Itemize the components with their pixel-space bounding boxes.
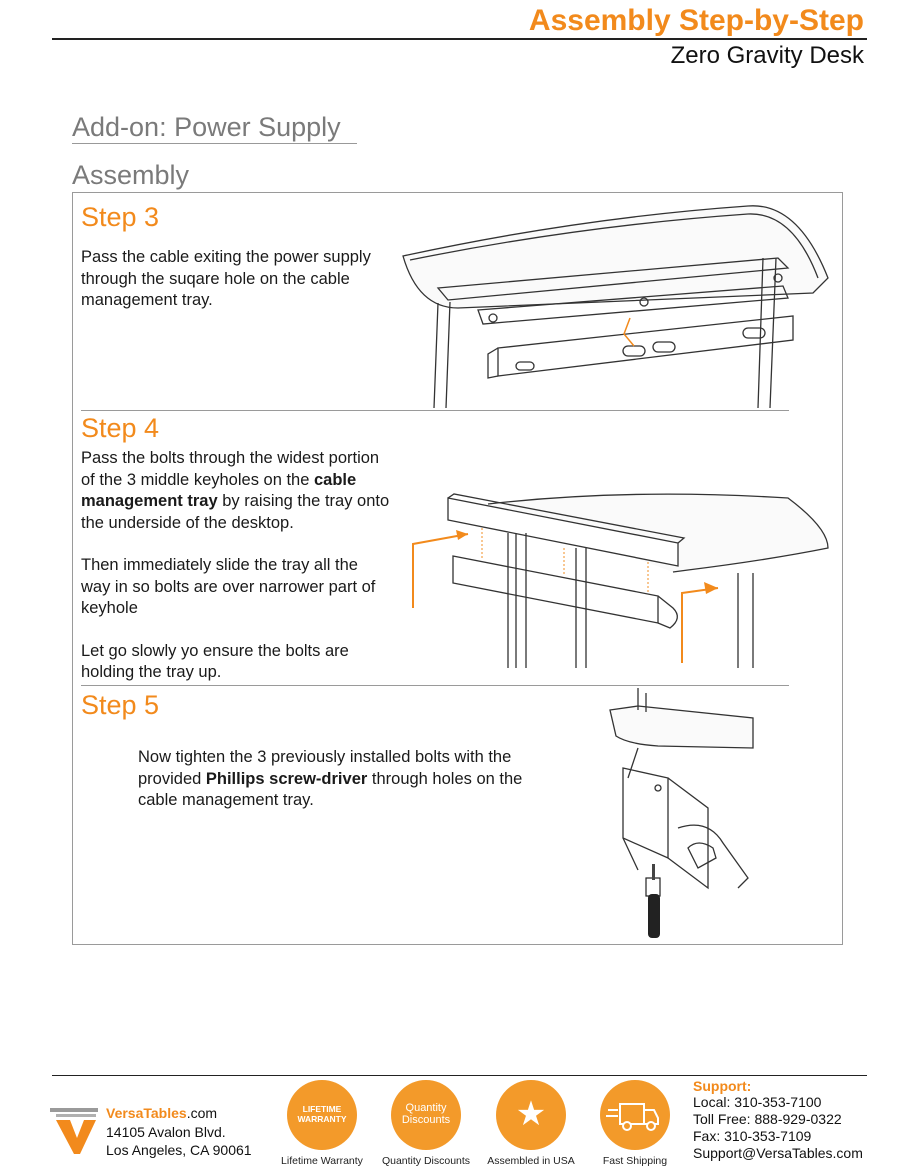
section-rule [72, 143, 357, 144]
header-rule [52, 38, 867, 40]
document-title: Assembly Step-by-Step [528, 4, 864, 37]
support-fax: Fax: 310-353-7109 [693, 1128, 812, 1144]
step-3-text [81, 247, 401, 312]
product-name: Zero Gravity Desk [670, 42, 864, 69]
section-subtitle: Assembly [72, 160, 190, 190]
step-3-line: through the suqare hole on the cable [81, 269, 350, 288]
step-4-line: the underside of the desktop. [81, 513, 294, 532]
step-4-line: management tray by raising the tray onto [81, 492, 390, 510]
badge-caption: Quantity Discounts [381, 1155, 471, 1167]
step-5-illustration [598, 688, 758, 940]
step-4-line: keyhole [81, 599, 138, 617]
support-email: Support@VersaTables.com [693, 1145, 863, 1161]
step-4-text [81, 448, 411, 684]
step-4-illustration [408, 488, 836, 668]
support-label: Support: [693, 1078, 752, 1094]
versatables-logo [50, 1108, 100, 1154]
section-title: Add-on: Power Supply [72, 112, 341, 142]
step-4-line: way in so bolts are over narrower part of [81, 577, 376, 596]
step-divider [81, 410, 789, 411]
step-divider [81, 685, 789, 686]
support-block [693, 1078, 863, 1162]
step-5-text [138, 747, 578, 812]
step-4-line: Let go slowly yo ensure the bolts are [81, 641, 349, 660]
step-5-heading: Step 5 [81, 690, 160, 720]
brand-url: VersaTables.com [106, 1105, 218, 1121]
step-3-illustration [398, 198, 838, 410]
badge-caption: Lifetime Warranty [281, 1155, 363, 1167]
lifetime-warranty-icon: LIFETIME WARRANTY [287, 1080, 357, 1150]
step-4-heading: Step 4 [81, 413, 160, 443]
address [106, 1123, 252, 1159]
step-5-line: cable management tray. [138, 791, 314, 809]
fast-shipping-icon [600, 1080, 670, 1150]
assembled-in-usa-icon: ★ [496, 1080, 566, 1150]
step-3-line: management tray. [81, 291, 213, 309]
quantity-discounts-icon: Quantity Discounts [391, 1080, 461, 1150]
step-5-line: provided Phillips screw-driver through holes on the [138, 769, 523, 788]
badge-caption: Assembled in USA [487, 1155, 575, 1167]
footer-rule [52, 1075, 867, 1076]
support-phone: Local: 310-353-7100 [693, 1094, 822, 1110]
step-4-line: holding the tray up. [81, 663, 222, 681]
step-4-line: of the 3 middle keyholes on the cable [81, 470, 357, 489]
support-toll-free: Toll Free: 888-929-0322 [693, 1111, 842, 1127]
step-3-line: Pass the cable exiting the power supply [81, 248, 371, 266]
address-line: 14105 Avalon Blvd. [106, 1124, 226, 1140]
step-4-line: Pass the bolts through the widest portion [81, 449, 380, 467]
address-line: Los Angeles, CA 90061 [106, 1142, 252, 1158]
step-4-line: Then immediately slide the tray all the [81, 556, 358, 574]
step-5-line: Now tighten the 3 previously installed bolts with the [138, 748, 512, 766]
step-3-heading: Step 3 [81, 202, 160, 232]
badge-caption: Fast Shipping [602, 1155, 668, 1167]
